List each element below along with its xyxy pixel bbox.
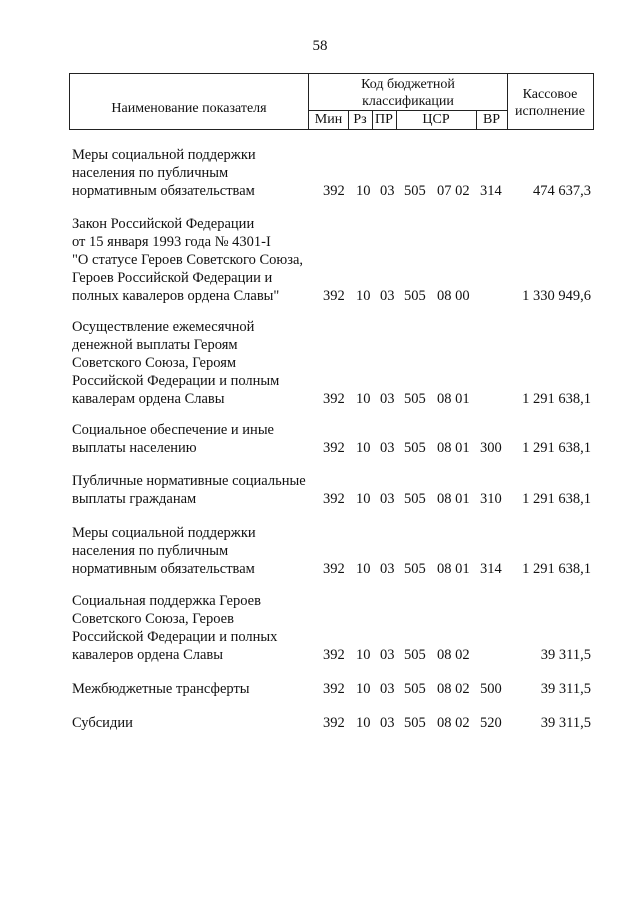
cell-sum: 1 291 638,1: [522, 391, 591, 407]
row-name-line: Российской Федерации и полных: [72, 629, 278, 645]
row-name-line: Межбюджетные трансферты: [72, 681, 250, 697]
cell-sum: 39 311,5: [540, 647, 591, 663]
cell-csr-item: 07 02: [437, 183, 470, 199]
cell-csr-item: 08 01: [437, 391, 470, 407]
cell-pr: 03: [380, 715, 395, 731]
cell-pr: 03: [380, 391, 395, 407]
cell-pr: 03: [380, 561, 395, 577]
cell-csr-program: 505: [404, 183, 426, 199]
cell-pr: 03: [380, 440, 395, 456]
cell-rz: 10: [356, 715, 371, 731]
row-name: [72, 421, 322, 457]
cell-vr: 314: [480, 183, 502, 199]
cell-pr: 03: [380, 681, 395, 697]
cell-csr-item: 08 02: [437, 681, 470, 697]
table-row: [0, 472, 640, 508]
cell-rz: 10: [356, 647, 371, 663]
cell-vr: 300: [480, 440, 502, 456]
row-name-line: населения по публичным: [72, 165, 229, 181]
cell-min: 392: [323, 288, 345, 304]
row-name-line: Социальная поддержка Героев: [72, 593, 261, 609]
cell-vr: 310: [480, 491, 502, 507]
table-row: [0, 318, 640, 408]
cell-min: 392: [323, 561, 345, 577]
row-name-line: Меры социальной поддержки: [72, 525, 256, 541]
header-sub-rz: Рз: [348, 111, 373, 129]
cell-rz: 10: [356, 183, 371, 199]
header-sub-vr: ВР: [482, 112, 501, 127]
row-name-line: нормативным обязательствам: [72, 561, 255, 577]
header-sub-csr: ЦСР: [396, 111, 477, 129]
cell-sum: 1 291 638,1: [522, 491, 591, 507]
cell-vr: 520: [480, 715, 502, 731]
cell-min: 392: [323, 647, 345, 663]
cell-min: 392: [323, 491, 345, 507]
cell-csr-program: 505: [404, 491, 426, 507]
header-sub-min: Мин: [309, 111, 349, 129]
cell-rz: 10: [356, 391, 371, 407]
row-name-line: Социальное обеспечение и иные: [72, 422, 274, 438]
page-number: 58: [312, 38, 328, 54]
header-code-column: [309, 74, 508, 129]
row-name-line: Советского Союза, Героям: [72, 355, 237, 371]
cell-rz: 10: [356, 561, 371, 577]
header-name-column: [70, 74, 309, 129]
cell-sum: 1 291 638,1: [522, 561, 591, 577]
header-kass-column: [507, 74, 593, 129]
row-name: [72, 472, 322, 508]
table-row: [0, 146, 640, 200]
table-row: [0, 524, 640, 578]
header-code-subcolumns: [309, 110, 507, 129]
row-name-line: выплаты гражданам: [72, 491, 197, 507]
row-name: [72, 680, 322, 698]
cell-csr-item: 08 00: [437, 288, 470, 304]
cell-csr-program: 505: [404, 561, 426, 577]
cell-rz: 10: [356, 440, 371, 456]
cell-vr: 500: [480, 681, 502, 697]
row-name-line: Героев Российской Федерации и: [72, 270, 273, 286]
cell-sum: 474 637,3: [533, 183, 591, 199]
row-name: [72, 524, 322, 578]
header-code-line2: классификации: [362, 94, 454, 109]
cell-csr-item: 08 02: [437, 647, 470, 663]
header-name-label: Наименование показателя: [111, 100, 267, 116]
table-row: [0, 215, 640, 305]
table-header: [69, 73, 594, 130]
row-name-line: кавалеров ордена Славы: [72, 647, 223, 663]
header-kass-line2: исполнение: [515, 103, 585, 119]
row-name: [72, 215, 322, 305]
table-row: [0, 421, 640, 457]
cell-sum: 1 330 949,6: [522, 288, 591, 304]
row-name-line: Субсидии: [72, 715, 133, 731]
cell-sum: 1 291 638,1: [522, 440, 591, 456]
row-name-line: кавалерам ордена Славы: [72, 391, 225, 407]
row-name-line: от 15 января 1993 года № 4301-I: [72, 234, 271, 250]
row-name: [72, 592, 322, 664]
row-name-line: населения по публичным: [72, 543, 229, 559]
cell-rz: 10: [356, 491, 371, 507]
header-code-title: [309, 76, 507, 110]
row-name: [72, 318, 322, 408]
cell-csr-program: 505: [404, 288, 426, 304]
cell-rz: 10: [356, 681, 371, 697]
header-code-line1: Код бюджетной: [361, 77, 455, 92]
cell-min: 392: [323, 715, 345, 731]
cell-min: 392: [323, 681, 345, 697]
table-row: [0, 680, 640, 698]
header-sub-pr: ПР: [372, 111, 397, 129]
cell-pr: 03: [380, 288, 395, 304]
cell-csr-program: 505: [404, 681, 426, 697]
row-name-line: Закон Российской Федерации: [72, 216, 255, 232]
table-row: [0, 714, 640, 732]
row-name-line: Публичные нормативные социальные: [72, 473, 306, 489]
row-name: [72, 146, 322, 200]
row-name-line: "О статусе Героев Советского Союза,: [72, 252, 304, 268]
cell-pr: 03: [380, 183, 395, 199]
table-row: [0, 592, 640, 664]
row-name-line: Советского Союза, Героев: [72, 611, 234, 627]
cell-sum: 39 311,5: [540, 681, 591, 697]
cell-csr-program: 505: [404, 440, 426, 456]
row-name-line: полных кавалеров ордена Славы": [72, 288, 280, 304]
row-name: [72, 714, 322, 732]
header-kass-line1: Кассовое: [522, 86, 578, 102]
cell-min: 392: [323, 391, 345, 407]
cell-vr: 314: [480, 561, 502, 577]
cell-csr-item: 08 02: [437, 715, 470, 731]
row-name-line: денежной выплаты Героям: [72, 337, 238, 353]
cell-csr-program: 505: [404, 715, 426, 731]
cell-csr-item: 08 01: [437, 561, 470, 577]
cell-csr-program: 505: [404, 647, 426, 663]
cell-min: 392: [323, 183, 345, 199]
cell-csr-program: 505: [404, 391, 426, 407]
cell-rz: 10: [356, 288, 371, 304]
cell-csr-item: 08 01: [437, 440, 470, 456]
row-name-line: выплаты населению: [72, 440, 197, 456]
row-name-line: Меры социальной поддержки: [72, 147, 256, 163]
row-name-line: Осуществление ежемесячной: [72, 319, 255, 335]
row-name-line: нормативным обязательствам: [72, 183, 255, 199]
cell-csr-item: 08 01: [437, 491, 470, 507]
cell-pr: 03: [380, 647, 395, 663]
cell-pr: 03: [380, 491, 395, 507]
row-name-line: Российской Федерации и полным: [72, 373, 280, 389]
cell-sum: 39 311,5: [540, 715, 591, 731]
cell-min: 392: [323, 440, 345, 456]
